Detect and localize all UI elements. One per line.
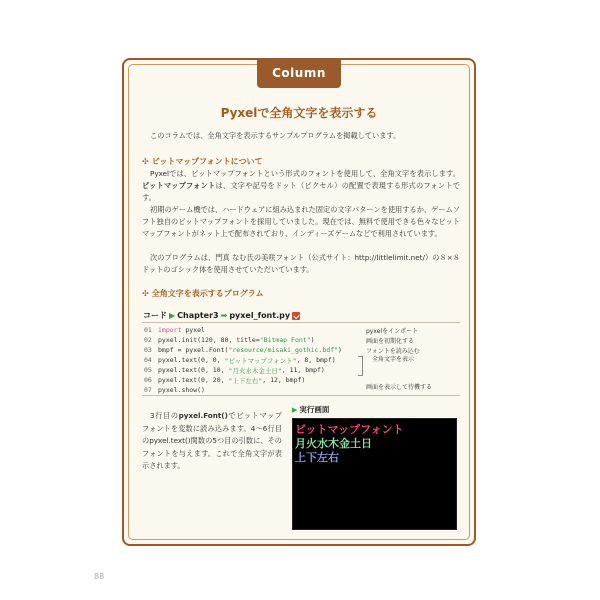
line-number: 06 (144, 376, 152, 384)
code-chapter: Chapter3 (177, 311, 219, 320)
exec-screen-label (292, 404, 329, 415)
arrow-icon: ➡ (220, 311, 228, 320)
line-number: 07 (144, 386, 152, 394)
code-line (142, 335, 315, 345)
code-text: pyxel.text(0, 20, (158, 376, 229, 384)
section-heading-program (142, 288, 264, 299)
code-string: "上下左右" (228, 376, 263, 385)
paragraph-misaki-font: 次のプログラムは、門真 なむ氏の美咲フォント（公式サイト：http://littlelimit.net/）の８×８ドットのゴシック体を使用させていただいています。 (142, 253, 460, 274)
annotation-import: pyxelをインポート (366, 328, 419, 335)
code-text: pyxel (181, 326, 205, 334)
annotation-font-load: フォントを読み込む (366, 348, 420, 355)
code-text: , 8, bmpf) (296, 356, 336, 364)
paragraph-text: Pyxelでは、ビットマップフォントという形式のフォントを使用して、全角文字を表示します。 (150, 169, 460, 178)
annotation-text: 全角文字を表示 (372, 356, 415, 363)
code-keyword: import (158, 326, 182, 334)
paragraph-text: 3行目の (150, 411, 179, 420)
annotation-show: 画面を表示して待機する (366, 384, 433, 391)
intro-paragraph: このコラムでは、全角文字を表示するサンプルプログラムを掲載しています。 (150, 131, 401, 140)
page-number: 88 (94, 572, 105, 581)
code-text: , 11, bmpf) (281, 366, 325, 374)
download-icon[interactable] (292, 312, 300, 320)
column-title: Pyxelで全角文字を表示する (220, 106, 378, 120)
screen-text-directions: 上下左右 (295, 451, 339, 464)
section-bullet-icon: ✣ (142, 289, 149, 298)
code-line (142, 385, 205, 395)
code-prefix: コード (143, 311, 167, 320)
code-string: "resource/misaki_gothic.bdf" (228, 346, 339, 354)
section-bullet-icon: ✣ (142, 157, 149, 166)
section-heading-label: 全角文字を表示するプログラム (151, 289, 264, 298)
code-text: pyxel.text(0, 10, (158, 366, 229, 374)
code-text: pyxel.text(0, 0, (158, 356, 225, 364)
paragraph-bitmap-intro (142, 168, 460, 204)
screen-text-bitmap-font: ビットマップフォント (295, 423, 404, 436)
play-arrow-icon: ▶ (292, 405, 298, 414)
line-number: 01 (144, 326, 152, 334)
code-line (142, 375, 305, 385)
line-number: 04 (144, 356, 152, 364)
line-number: 05 (144, 366, 152, 374)
section-heading-bitmap-font (142, 156, 263, 167)
code-string: "Bitmap Font" (259, 336, 311, 344)
annotation-init: 画面を初期化する (366, 338, 415, 345)
code-filename: pyxel_font.py (229, 311, 291, 320)
annotation-bracket (358, 356, 363, 376)
paragraph-text: は、文字や記号をドット（ピクセル）の配置で表現する形式のフォントです。 (142, 181, 460, 202)
execution-screen (292, 418, 457, 530)
code-line (142, 355, 336, 365)
screen-text-weekdays: 月火水木金土日 (295, 437, 372, 450)
code-string: "月火水木金土日" (228, 366, 282, 375)
bold-term: ビットマップフォント (142, 181, 216, 190)
explanation-paragraph (142, 410, 282, 473)
code-title (143, 310, 300, 321)
paragraph-history: 初期のゲーム機では、ハードウェアに組み込まれた固定の文字パターンを使用するか、ゲームソフト独自のビットマップフォントを採用していました。現在では、無料で使用できる色々なビットマップフォントがネット上で配布されており、インディーズゲームなどで利用されています。 (142, 205, 460, 238)
code-line (142, 325, 205, 335)
exec-label-text: 実行画面 (299, 405, 330, 414)
code-text: ) (310, 336, 315, 344)
section-heading-label: ビットマップフォントについて (151, 157, 263, 166)
code-text: , 12, bmpf) (262, 376, 306, 384)
code-text: pyxel.show() (158, 386, 205, 394)
code-line (142, 365, 325, 375)
code-text: pyxel.init(120, 80, title= (158, 336, 260, 344)
line-number: 03 (144, 346, 152, 354)
code-string: "ビットマップフォント" (224, 356, 297, 365)
code-text: ) (338, 346, 342, 354)
bold-term: pyxel.Font() (178, 411, 228, 420)
line-number: 02 (144, 336, 152, 344)
column-tab: Column (257, 58, 341, 88)
code-line (142, 345, 342, 355)
paragraph-text: でビットマップフォントを変数に読み込みます。4～6行目のpyxel.text()関数の5つ目の引数に、そのフォントを与えます。これで全角文字が表示されます。 (142, 411, 282, 470)
play-arrow-icon: ▶ (169, 311, 176, 320)
code-text: bmpf = pyxel.Font( (158, 346, 229, 354)
